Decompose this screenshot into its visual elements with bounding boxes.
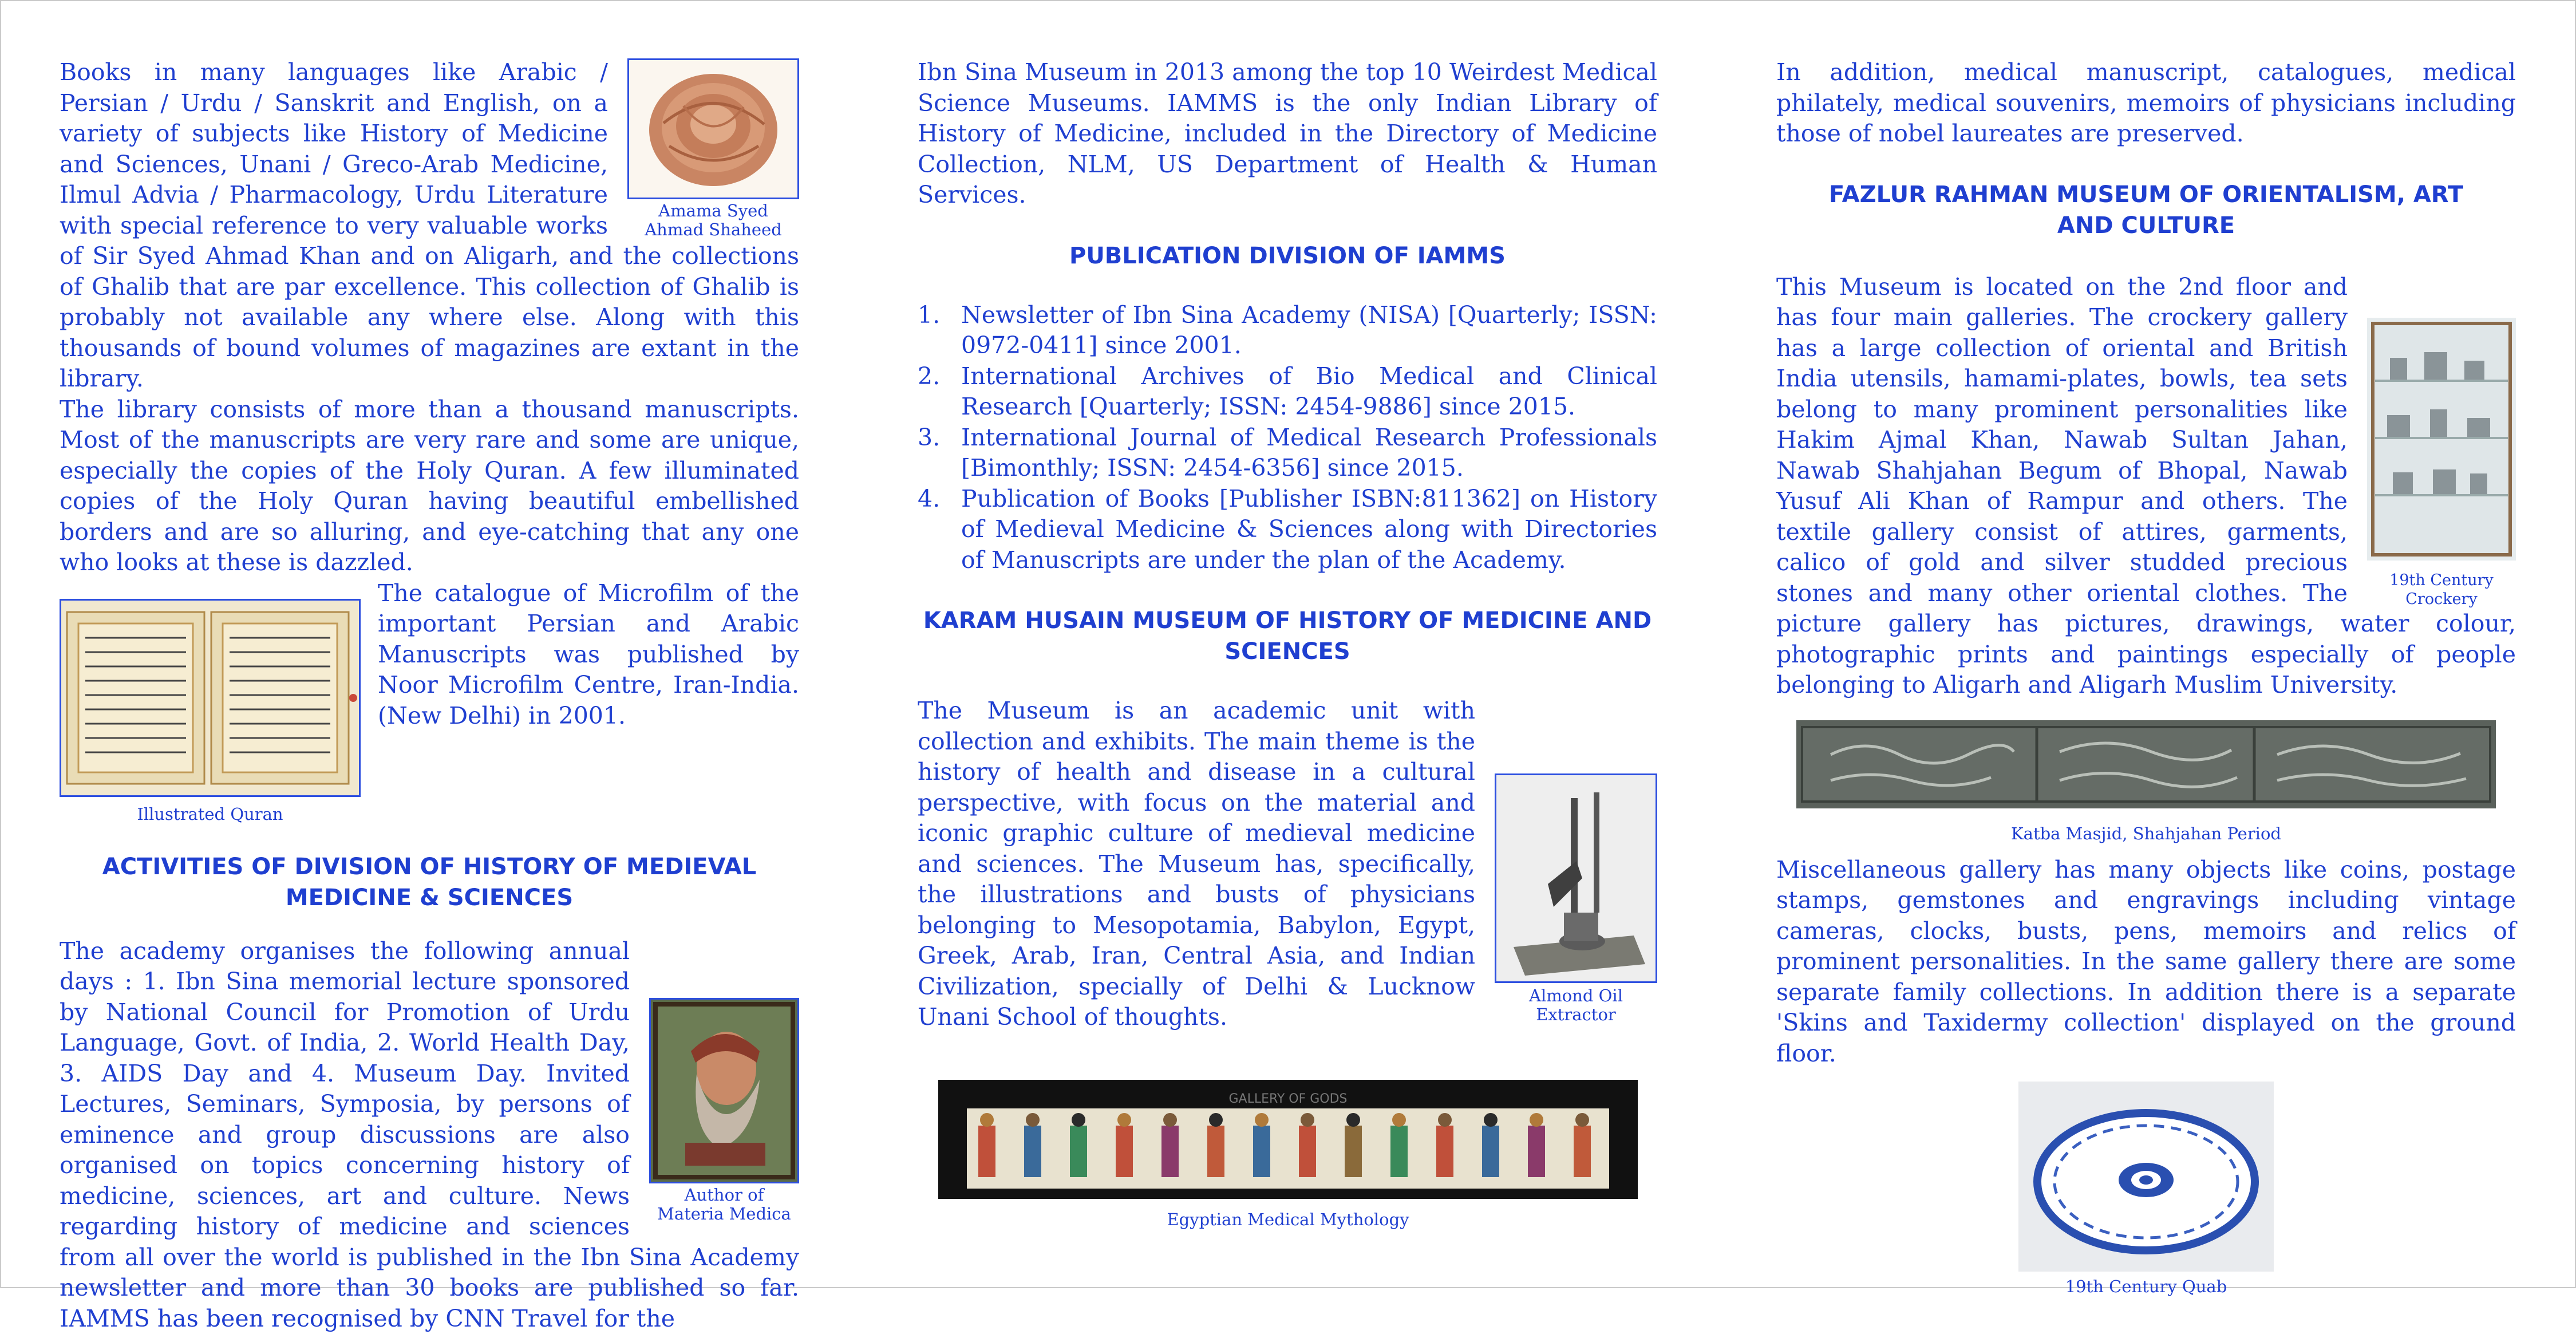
egyptian-banner-title: GALLERY OF GODS [1228, 1092, 1347, 1106]
caption-author: Author of Materia Medica [649, 1186, 799, 1224]
quab-photo [2018, 1082, 2274, 1272]
publication-item-4 [918, 484, 1657, 576]
publication-item-number: 4. [918, 484, 940, 515]
publication-item-number: 3. [918, 423, 940, 453]
publication-item-3 [918, 423, 1657, 484]
caption-amama: Amama Syed Ahmad Shaheed [627, 202, 799, 239]
egyptian-banner [938, 1080, 1638, 1199]
publication-item-text: Newsletter of Ibn Sina Academy (NISA) [Quarterly; ISSN: 0972-0411] since 2001. [961, 301, 1657, 360]
col2-heading-publication: PUBLICATION DIVISION OF IAMMS [918, 240, 1657, 271]
col3-paragraph-2: This Museum is located on the 2nd floor and has four main galleries. The crockery gallery has a large collection of oriental and British India utensils, hamami-plates, bowls, tea sets belong to many prominent personalities like Hakim Ajmal Khan, Nawab Sultan Jahan, Nawab Shahjahan Begum of Bhopal, Nawab Yusuf Ali Khan of Rampur and others. The textile gallery consist of attires, garments, calico of gold and silver studded precious stones and many other oriental clothes. The picture gallery has pictures, drawings, water colour, photographic prints and paintings especially of people belonging to Aligarh and Aligarh Muslim University. [1776, 272, 2516, 701]
publication-item-number: 1. [918, 300, 940, 331]
col3-heading-fazlur-rahman: FAZLUR RAHMAN MUSEUM OF ORIENTALISM, ART AND CULTURE [1776, 179, 2516, 241]
col1-paragraph-2 [60, 394, 799, 578]
figure-amama [627, 58, 799, 239]
figure-author [649, 998, 799, 1224]
col1-heading-activities: ACTIVITIES OF DIVISION OF HISTORY OF MEDIEVAL MEDICINE & SCIENCES [60, 851, 799, 913]
figure-quab [1776, 1082, 2516, 1296]
column-3 [1776, 57, 2516, 1296]
publication-item-text: International Archives of Bio Medical and Clinical Research [Quarterly; ISSN: 2454-9886] since 2015. [961, 362, 1657, 421]
publication-item-text: International Journal of Medical Research Professionals [Bimonthly; ISSN: 2454-6356] since 2015. [961, 424, 1657, 482]
col1-paragraph-2-text: The library consists of more than a thousand manuscripts. Most of the manuscripts are very rare and some are unique, especially the copies of the Holy Quran. A few illuminated copies of the Holy Quran having beautiful embellished borders and are so alluring, and eye-catching that any one who looks at these is dazzled. [60, 396, 799, 577]
col3-paragraph-1: In addition, medical manuscript, catalogues, medical philately, medical souvenirs, memoirs of physicians including those of nobel laureates are preserved. [1776, 57, 2516, 149]
column-2 [918, 57, 1657, 1033]
caption-crockery: 19th Century Crockery [2367, 571, 2516, 609]
quran-photo [60, 599, 361, 797]
publication-item-2 [918, 361, 1657, 423]
figure-crockery [2367, 318, 2516, 609]
caption-egyptian: Egyptian Medical Mythology [938, 1210, 1638, 1229]
col2-paragraph-1: Ibn Sina Museum in 2013 among the top 10 Weirdest Medical Science Museums. IAMMS is the only Indian Library of History of Medicine, included in the Directory of Medicine Collection, NLM, US Department of Health & Human Services. [918, 57, 1657, 211]
figure-katba [1776, 720, 2516, 843]
col1-paragraph-1: Books in many languages like Arabic / Persian / Urdu / Sanskrit and English, on a variety of subjects like History of Medicine and Sciences, Unani / Greco-Arab Medicine, Ilmul Advia / Pharmacology, Urdu Literature with special reference to very valuable works of Sir Syed Ahmad Khan and on Aligarh, and the collections of Ghalib that are par excellence. This collection of Ghalib is probably not available any where else. Along with this thousands of bound volumes of magazines are extant in the library. [60, 57, 799, 394]
col2-heading-karam-husain: KARAM HUSAIN MUSEUM OF HISTORY OF MEDICINE AND SCIENCES [918, 605, 1657, 667]
author-portrait [649, 998, 799, 1183]
caption-quran: Illustrated Quran [60, 805, 361, 824]
publication-item-number: 2. [918, 361, 940, 392]
figure-egyptian [938, 1080, 1638, 1229]
crockery-photo [2367, 318, 2516, 561]
column-1 [60, 57, 799, 1334]
katba-photo [1796, 720, 2496, 808]
col1-paragraph-3: The catalogue of Microfilm of the important Persian and Arabic Manuscripts was published by Noor Microfilm Centre, Iran-India. (New Delhi) in 2001. [60, 578, 799, 732]
caption-quab: 19th Century Quab [1776, 1277, 2516, 1296]
publication-item-1 [918, 300, 1657, 361]
amama-photo [627, 58, 799, 199]
almond-photo [1495, 773, 1657, 983]
caption-katba: Katba Masjid, Shahjahan Period [1776, 824, 2516, 843]
col3-paragraph-3: Miscellaneous gallery has many objects like coins, postage stamps, gemstones and engravings including vintage cameras, clocks, busts, pens, memoirs and relics of prominent personalities. In the same gallery there are some separate family collections. In addition there is a separate 'Skins and Taxidermy collection' displayed on the ground floor. [1776, 855, 2516, 1069]
figure-almond [1495, 773, 1657, 1024]
col1-paragraph-4: The academy organises the following annual days : 1. Ibn Sina memorial lecture sponsored by National Council for Promotion of Urdu Language, Govt. of India, 2. World Health Day, 3. AIDS Day and 4. Museum Day. Invited Lectures, Seminars, Symposia, by persons of eminence and group discussions are also organised on topics concerning history of medicine, sciences, art and culture. News regarding history of medicine and sciences from all over the world is published in the Ibn Sina Academy newsletter and more than 30 books are published so far. IAMMS has been recognised by CNN Travel for the [60, 936, 799, 1334]
col2-paragraph-2: The Museum is an academic unit with collection and exhibits. The main theme is the history of health and disease in a cultural perspective, with focus on the material and iconic graphic culture of medieval medicine and sciences. The Museum has, specifically, the illustrations and busts of physicians belonging to Mesopotamia, Babylon, Egypt, Greek, Arab, Iran, Central Asia, and Indian Civilization, specially of Delhi & Lucknow Unani School of thoughts. [918, 696, 1657, 1033]
publication-list [918, 300, 1657, 576]
publication-item-text: Publication of Books [Publisher ISBN:811362] on History of Medieval Medicine & Sciences along with Directories of Manuscripts are under the plan of the Academy. [961, 485, 1657, 574]
caption-almond: Almond Oil Extractor [1495, 986, 1657, 1024]
figure-quran [60, 599, 361, 824]
